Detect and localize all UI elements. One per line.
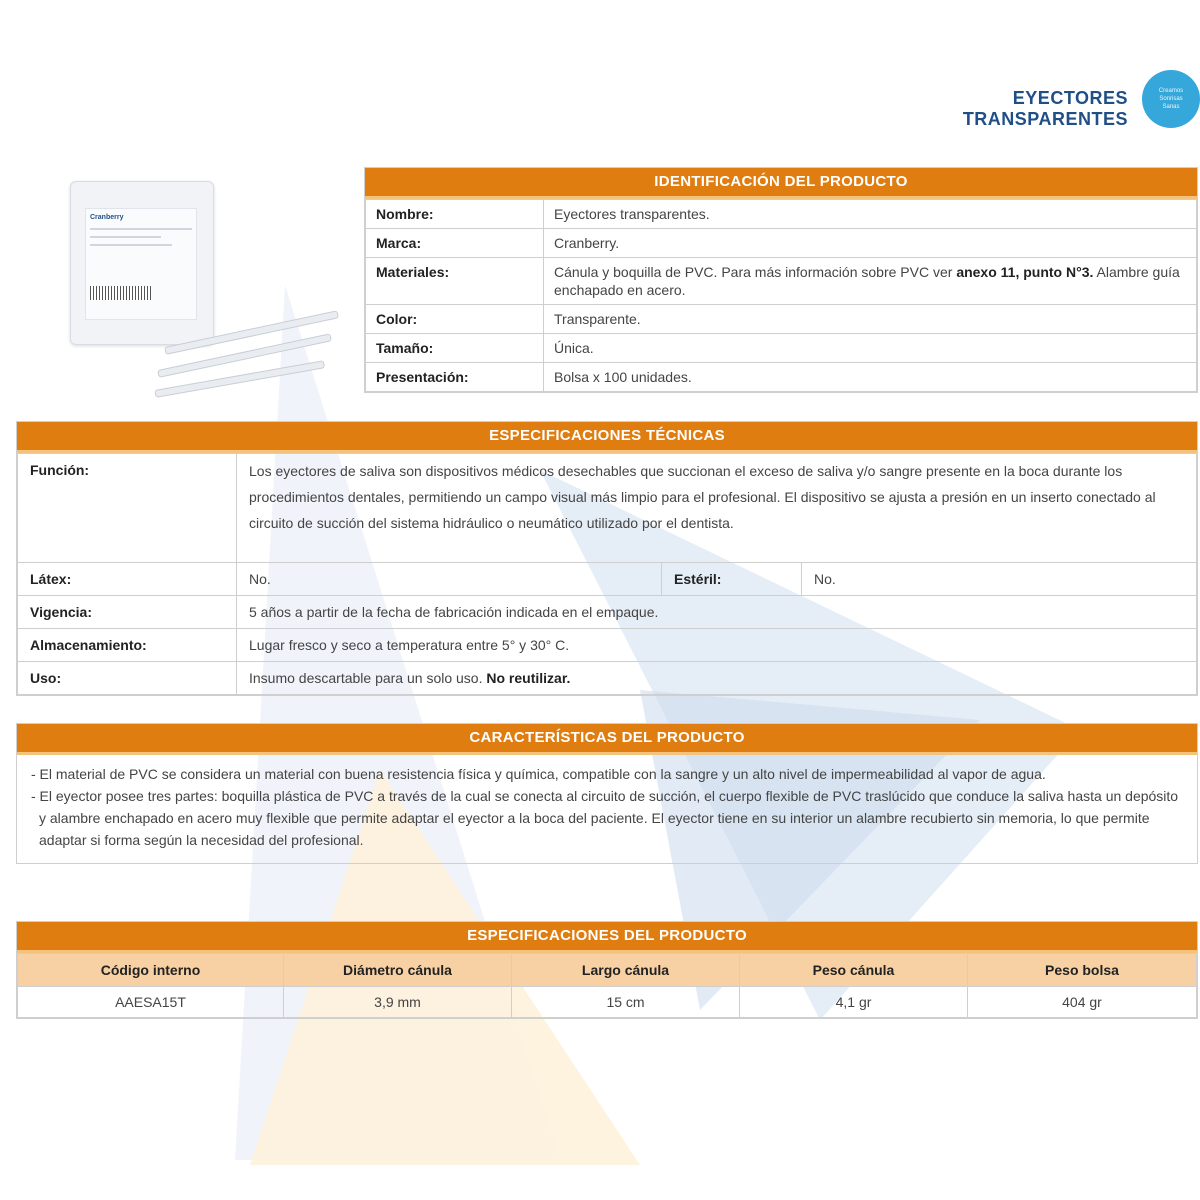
annex-reference: anexo 11, punto N°3. [956,264,1094,280]
row-value: Eyectores transparentes. [544,200,1197,229]
table-row [18,987,1197,1018]
product-specs-header: ESPECIFICACIONES DEL PRODUCTO [17,922,1197,953]
table-header-row [18,954,1197,987]
row-label: Materiales: [366,258,544,305]
spec-value: AAESA15T [18,987,284,1018]
characteristics-header: CARACTERÍSTICAS DEL PRODUCTO [17,724,1197,755]
row-label: Marca: [366,229,544,258]
product-bag [70,181,214,345]
row-label: Látex: [18,563,237,596]
spec-value: 3,9 mm [284,987,512,1018]
identification-table [364,167,1198,393]
row-label: Uso: [18,662,237,695]
column-header: Diámetro cánula [284,954,512,987]
column-header: Peso bolsa [968,954,1197,987]
column-header: Código interno [18,954,284,987]
row-label: Nombre: [366,200,544,229]
table-row [366,200,1197,229]
row-label: Vigencia: [18,596,237,629]
row-value: No. [237,563,662,596]
row-value [544,258,1197,305]
row-value: 5 años a partir de la fecha de fabricación indicada en el empaque. [237,596,1197,629]
row-value: Los eyectores de saliva son dispositivos médicos desechables que succionan el exceso de saliva y/o sangre presente en la boca durante los procedimientos dentales, permitiendo un campo visual más limpio para el profesional. El dispositivo se ajusta a presión en un inserto conectado al circuito de succión del sistema hidráulico o neumático utilizado por el dentista. [237,454,1197,563]
identification-header: IDENTIFICACIÓN DEL PRODUCTO [365,168,1197,199]
spec-value: 4,1 gr [740,987,968,1018]
row-value: Lugar fresco y seco a temperatura entre 5° y 30° C. [237,629,1197,662]
table-row [18,454,1197,563]
brand-badge [1142,70,1200,128]
row-label: Color: [366,305,544,334]
technical-specs-table [16,421,1198,696]
row-value: No. [802,563,1197,596]
column-header: Largo cánula [512,954,740,987]
technical-specs-header: ESPECIFICACIONES TÉCNICAS [17,422,1197,453]
product-specs-table [16,921,1198,1019]
badge-line: Creamos [1158,88,1184,94]
row-label: Estéril: [662,563,802,596]
column-header: Peso cánula [740,954,968,987]
table-row [366,258,1197,305]
spec-value: 404 gr [968,987,1197,1018]
row-value: Transparente. [544,305,1197,334]
no-reuse-warning: No reutilizar. [486,670,571,686]
badge-line: Sonrisas [1159,96,1183,102]
bag-brand: Cranberry [90,214,124,221]
badge-line: Sanas [1162,104,1180,110]
table-row [18,596,1197,629]
spec-value: 15 cm [512,987,740,1018]
characteristic-item: - El material de PVC se considera un material con buena resistencia física y química, compatible con la sangre y un alto nivel de impermeabilidad al vapor de agua. [31,766,1046,782]
row-value: Única. [544,334,1197,363]
table-row [366,305,1197,334]
table-row [18,563,1197,596]
characteristics-body [17,755,1197,863]
bag-label [85,208,197,320]
row-value: Bolsa x 100 unidades. [544,363,1197,392]
materials-text-end: Alambre guía enchapado en acero. [554,264,1180,298]
row-label: Almacenamiento: [18,629,237,662]
characteristics-section [16,723,1198,864]
row-value [237,662,1197,695]
table-row [366,363,1197,392]
table-row [18,662,1197,695]
use-text: Insumo descartable para un solo uso. [249,670,487,686]
row-label: Presentación: [366,363,544,392]
characteristic-item: - El eyector posee tres partes: boquilla plástica de PVC a través de la cual se conecta al circuito de succión, el cuerpo flexible de PVC traslúcido que conduce la saliva hasta un depósito y alambre enchapado en acero muy flexible que permite adaptar el eyector a la boca del paciente. El eyector tiene en su interior un alambre recubierto sin memoria, lo que permite adaptar si forma según la necesidad del profesional. [31,788,1179,848]
title-line-1: EYECTORES [1012,88,1128,108]
title-line-2: TRANSPARENTES [962,109,1128,129]
table-row [366,229,1197,258]
document-title [900,88,1128,130]
row-label: Tamaño: [366,334,544,363]
table-row [18,629,1197,662]
row-value: Cranberry. [544,229,1197,258]
table-row [366,334,1197,363]
row-label: Función: [18,454,237,563]
materials-text: Cánula y boquilla de PVC. Para más información sobre PVC ver [554,264,957,280]
product-photo [60,175,340,400]
